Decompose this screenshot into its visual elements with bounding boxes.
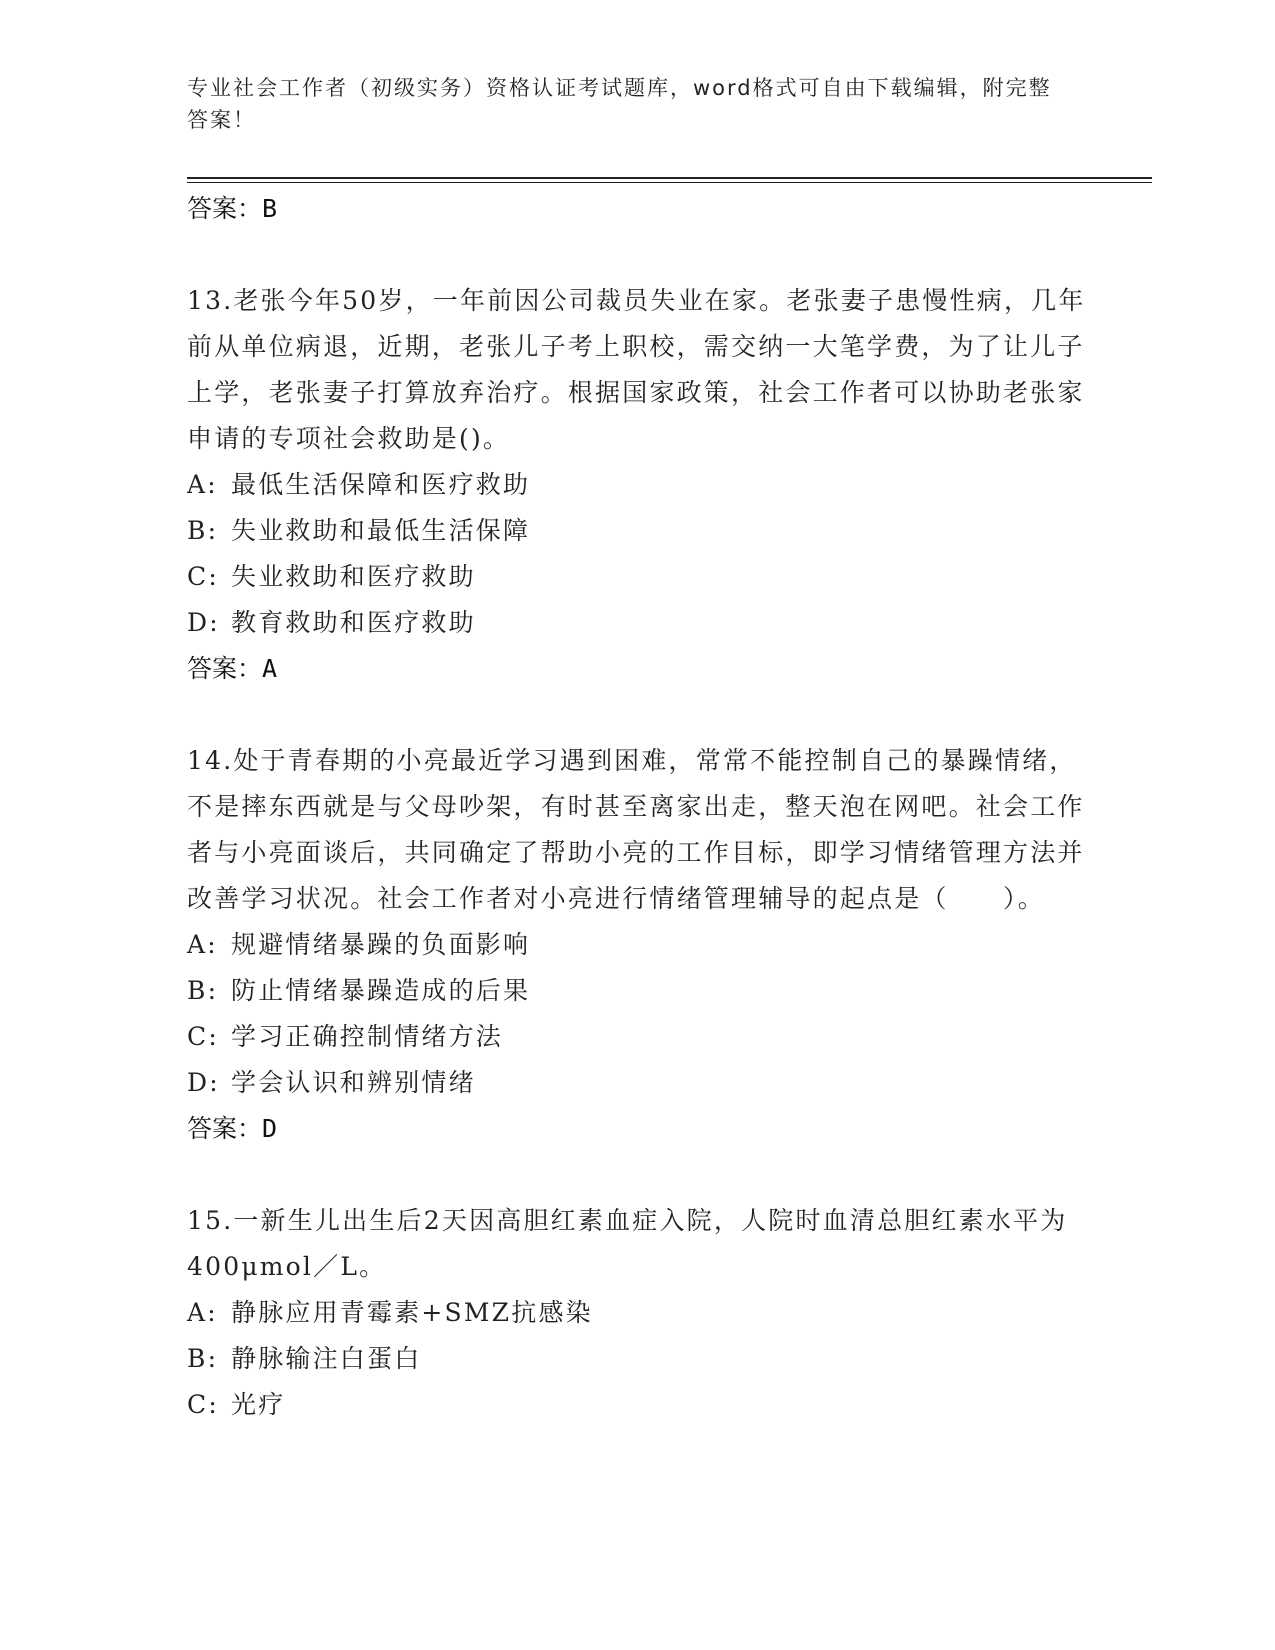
option-c (187, 1014, 1087, 1060)
option-text: 规避情绪暴躁的负面影响 (231, 930, 531, 959)
answer-value: D (262, 1114, 278, 1143)
option-d (187, 1060, 1087, 1106)
option-text: 学会认识和辨别情绪 (231, 1068, 476, 1097)
question-stem: 15.一新生儿出生后2天因高胆红素血症入院，人院时血清总胆红素水平为400μmol／L。 (187, 1206, 1068, 1281)
option-text: 失业救助和最低生活保障 (231, 516, 531, 545)
option-key: C: (187, 562, 219, 591)
answer-line (187, 186, 1087, 232)
answer-label: 答案： (187, 654, 263, 683)
option-d (187, 600, 1087, 646)
option-key: A: (187, 1298, 218, 1327)
answer-value: A (262, 654, 278, 683)
header-divider-thick (187, 177, 1152, 179)
option-key: D: (187, 608, 220, 637)
option-key: A: (187, 470, 218, 499)
option-b (187, 968, 1087, 1014)
option-c (187, 554, 1087, 600)
answer-label: 答案： (187, 1114, 263, 1143)
page-header: 专业社会工作者（初级实务）资格认证考试题库，word格式可自由下载编辑，附完整答案！ (187, 76, 1052, 132)
option-text: 静脉输注白蛋白 (231, 1344, 422, 1373)
option-key: B: (187, 516, 219, 545)
option-text: 教育救助和医疗救助 (231, 608, 476, 637)
option-key: B: (187, 1344, 219, 1373)
answer-line (187, 1106, 1087, 1152)
question-13 (187, 278, 1087, 692)
option-key: C: (187, 1390, 219, 1419)
question-stem: 13.老张今年50岁，一年前因公司裁员失业在家。老张妻子患慢性病，几年前从单位病退，近期，老张儿子考上职校，需交纳一大笔学费，为了让儿子上学，老张妻子打算放弃治疗。根据国家政策，社会工作者可以协助老张家申请的专项社会救助是()。 (187, 286, 1086, 453)
option-key: C: (187, 1022, 219, 1051)
document-body (187, 186, 1087, 1428)
option-a (187, 1290, 1087, 1336)
option-key: A: (187, 930, 218, 959)
question-15 (187, 1198, 1087, 1428)
option-key: B: (187, 976, 219, 1005)
option-key: D: (187, 1068, 220, 1097)
option-text: 失业救助和医疗救助 (231, 562, 476, 591)
option-text: 学习正确控制情绪方法 (231, 1022, 504, 1051)
answer-line (187, 646, 1087, 692)
option-c (187, 1382, 1087, 1428)
option-text: 防止情绪暴躁造成的后果 (231, 976, 531, 1005)
option-b (187, 1336, 1087, 1382)
answer-label: 答案： (187, 194, 263, 223)
option-a (187, 462, 1087, 508)
header-divider-thin (187, 182, 1152, 183)
option-b (187, 508, 1087, 554)
answer-value: B (262, 194, 278, 223)
option-text: 光疗 (231, 1390, 286, 1419)
option-text: 最低生活保障和医疗救助 (231, 470, 531, 499)
question-14 (187, 738, 1087, 1152)
option-text: 静脉应用青霉素+SMZ抗感染 (231, 1298, 593, 1327)
option-a (187, 922, 1087, 968)
question-stem: 14.处于青春期的小亮最近学习遇到困难，常常不能控制自己的暴躁情绪，不是摔东西就是与父母吵架，有时甚至离家出走，整天泡在网吧。社会工作者与小亮面谈后，共同确定了帮助小亮的工作目标，即学习情绪管理方法并改善学习状况。社会工作者对小亮进行情绪管理辅导的起点是（ ）。 (187, 746, 1085, 913)
